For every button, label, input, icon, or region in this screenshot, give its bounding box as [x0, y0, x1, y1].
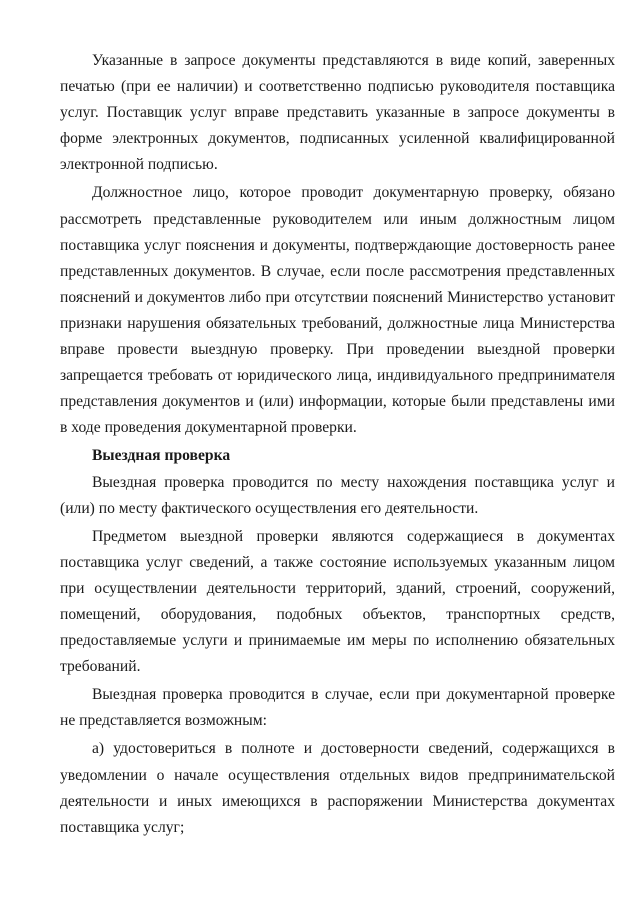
- paragraph-documentary-review: Должностное лицо, которое проводит документарную проверку, обязано рассмотреть представленные руководителем или иным должностным лицом поставщика услуг пояснения и документы, подтверждающие достоверность ранее представленных документов. В случае, если после рассмотрения представленных пояснений и документов либо при отсутствии пояснений Министерство установит признаки нарушения обязательных требований, должностные лица Министерства вправе провести выездную проверку. При проведении выездной проверки запрещается требовать от юридического лица, индивидуального предпринимателя представления документов и (или) информации, которые были представлены ими в ходе проведения документарной проверки.: [60, 184, 615, 437]
- paragraph-onsite-location: Выездная проверка проводится по месту нахождения поставщика услуг и (или) по месту фактического осуществления его деятельности.: [60, 473, 615, 517]
- document-body: [60, 48, 615, 841]
- paragraph-item-a: а) удостовериться в полноте и достоверности сведений, содержащихся в уведомлении о начале осуществления отдельных видов предпринимательской деятельности и иных имеющихся в распоряжении Министерства документах поставщика услуг;: [60, 740, 615, 836]
- section-heading: Выездная проверка: [92, 447, 231, 465]
- paragraph-onsite-conditions: Выездная проверка проводится в случае, если при документарной проверке не представляется возможным:: [60, 686, 615, 730]
- paragraph-onsite-subject: Предметом выездной проверки являются содержащиеся в документах поставщика услуг сведений, а также состояние используемых указанным лицом при осуществлении деятельности территорий, зданий, строений, сооружений, помещений, оборудования, подобных объектов, транспортных средств, предоставляемые услуги и принимаемые им меры по исполнению обязательных требований.: [60, 527, 615, 676]
- paragraph-copies: Указанные в запросе документы представляются в виде копий, заверенных печатью (при ее наличии) и соответственно подписью руководителя поставщика услуг. Поставщик услуг вправе представить указанные в запросе документы в форме электронных документов, подписанных усиленной квалифицированной электронной подписью.: [60, 52, 615, 174]
